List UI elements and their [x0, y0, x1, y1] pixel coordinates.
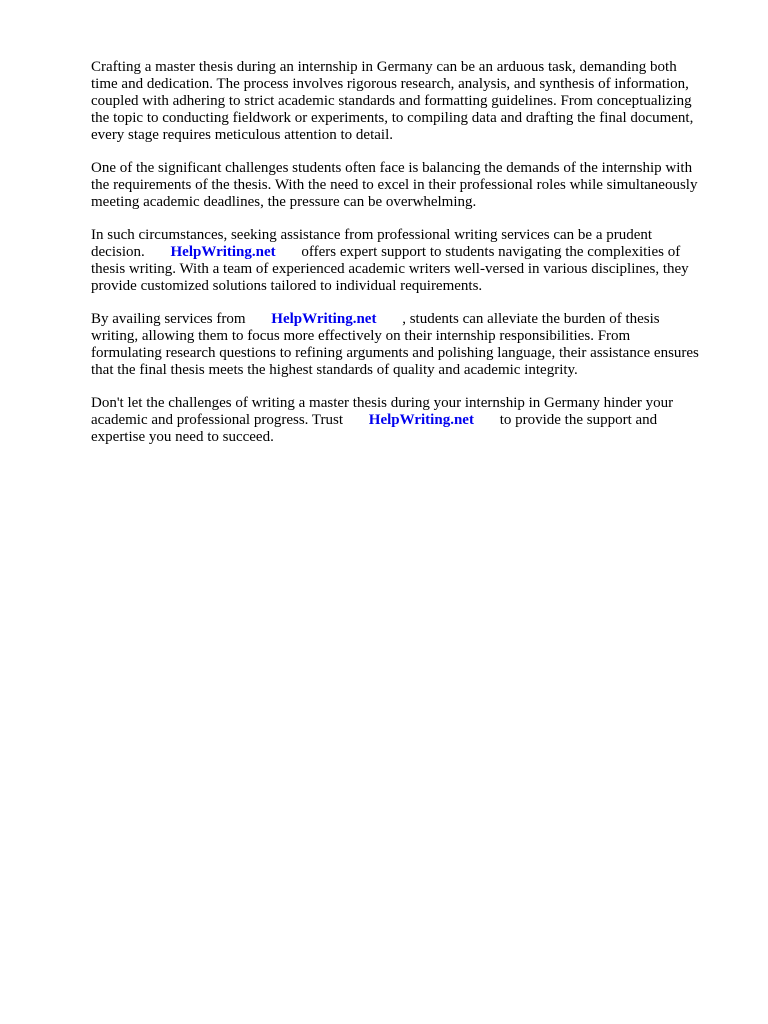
- text-line: provide customized solutions tailored to individual requirements.: [91, 278, 483, 294]
- paragraph-intro: [91, 59, 731, 144]
- text-fragment: decision.: [91, 244, 145, 260]
- text-line: thesis writing. With a team of experienced academic writers well-versed in various disciplines, they: [91, 261, 689, 277]
- text-line: expertise you need to succeed.: [91, 429, 274, 445]
- text-fragment: , students can alleviate the burden of thesis: [402, 311, 660, 327]
- text-line: formulating research questions to refining arguments and polishing language, their assistance ensures: [91, 345, 699, 361]
- document-body: [91, 59, 731, 462]
- text-line-with-link: [91, 311, 731, 328]
- helpwriting-link[interactable]: HelpWriting.net: [271, 311, 377, 327]
- text-line-with-link: [91, 412, 731, 429]
- text-line: In such circumstances, seeking assistance from professional writing services can be a prudent: [91, 227, 653, 243]
- text-fragment: offers expert support to students navigating the complexities of: [301, 244, 681, 260]
- helpwriting-link[interactable]: HelpWriting.net: [368, 412, 474, 428]
- text-line: every stage requires meticulous attention to detail.: [91, 127, 393, 143]
- text-fragment: By availing services from: [91, 311, 246, 327]
- text-line: Crafting a master thesis during an internship in Germany can be an arduous task, demanding both: [91, 59, 677, 75]
- text-line: meeting academic deadlines, the pressure can be overwhelming.: [91, 194, 477, 210]
- helpwriting-link[interactable]: HelpWriting.net: [170, 244, 276, 260]
- text-fragment: to provide the support and: [499, 412, 658, 428]
- text-line: One of the significant challenges students often face is balancing the demands of the internship with: [91, 160, 693, 176]
- text-line: the requirements of the thesis. With the need to excel in their professional roles while simultaneously: [91, 177, 698, 193]
- paragraph-assistance: [91, 227, 731, 295]
- text-line: that the final thesis meets the highest standards of quality and academic integrity.: [91, 362, 578, 378]
- paragraph-closing: [91, 395, 731, 446]
- paragraph-challenges: [91, 160, 731, 211]
- text-line: time and dedication. The process involves rigorous research, analysis, and synthesis of information,: [91, 76, 689, 92]
- text-line: the topic to conducting fieldwork or experiments, to compiling data and drafting the final document,: [91, 110, 694, 126]
- text-fragment: academic and professional progress. Trust: [91, 412, 344, 428]
- text-line: coupled with adhering to strict academic standards and formatting guidelines. From conceptualizing: [91, 93, 692, 109]
- text-line-with-link: [91, 244, 731, 261]
- paragraph-availing: [91, 311, 731, 379]
- text-line: writing, allowing them to focus more effectively on their internship responsibilities. From: [91, 328, 631, 344]
- text-line: Don't let the challenges of writing a master thesis during your internship in Germany hinder your: [91, 395, 674, 411]
